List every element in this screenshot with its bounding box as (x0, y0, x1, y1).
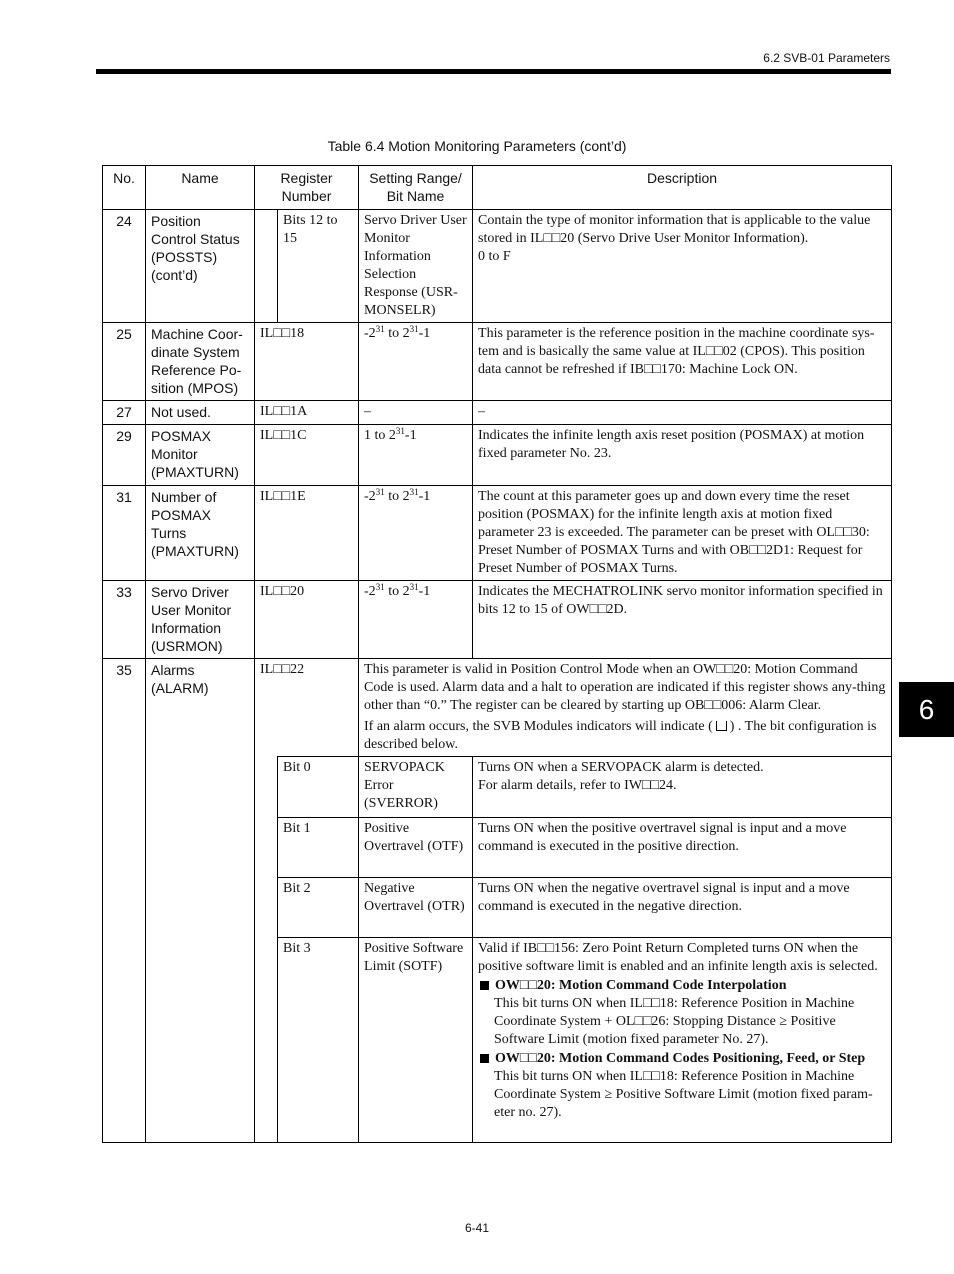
bullet-item: OW□□20: Motion Command Code Interpolation (478, 977, 886, 995)
bit-name: Positive Overtravel (OTF) (359, 818, 473, 878)
bullet-item: OW□□20: Motion Command Codes Positioning, Feed, or Step (478, 1050, 886, 1068)
description-text: 0 to F (478, 249, 511, 264)
row-description (473, 210, 892, 323)
row-range: $-2^{31}$ to $2^{31}-1$ (359, 581, 473, 659)
row-name: Machine Coor-dinate System Reference Po-sition (MPOS) (146, 323, 255, 401)
row-description: Indicates the MECHATROLINK servo monitor information specified in bits 12 to 15 of OW□□2D. (473, 581, 892, 659)
bit-description: Valid if IB□□156: Zero Point Return Completed turns ON when the positive software limit is enabled and an infinite length axis is selected. OW□□20: Motion Command Code Interpolation This bit turns ON when IL□□18: Reference Position in Machine Coordinate System + OL□□26: Stopping Distance ≥ Positive Software Limit (motion fixed parameter No. 27). OW□□20: Motion Command Codes Positioning, Feed, or Step This bit turns ON when IL□□18: Reference Position in Machine Coordinate System ≥ Positive Software Limit (motion fixed param-eter no. 27). (473, 938, 892, 1143)
table-row (103, 581, 892, 659)
description-text: Contain the type of monitor information that is applicable to the value stored in IL□□20 (Servo Drive User Monitor Information). (478, 213, 871, 246)
col-header-range: Setting Range/ Bit Name (359, 166, 473, 210)
row-name: Number of POSMAX Turns (PMAXTURN) (146, 486, 255, 581)
row-range: 1 to $2^{31}-1$ (359, 425, 473, 486)
row-range: – (359, 401, 473, 425)
register-indent-cell (255, 210, 278, 323)
indicator-icon (716, 721, 727, 731)
section-title: 6.2 SVB-01 Parameters (763, 51, 890, 65)
table-row (103, 210, 892, 323)
register-indent-cell (255, 757, 278, 1143)
row-register: IL□□20 (255, 581, 359, 659)
table-row (103, 323, 892, 401)
row-name: Position Control Status (POSSTS) (cont’d) (146, 210, 255, 323)
col-header-no: No. (103, 166, 146, 210)
row-no: 29 (103, 425, 146, 486)
row-description: – (473, 401, 892, 425)
square-bullet-icon (480, 981, 489, 990)
row-range: $-2^{31}$ to $2^{31}-1$ (359, 323, 473, 401)
bit-number: Bit 2 (278, 878, 359, 938)
row-register: IL□□1E (255, 486, 359, 581)
row-bits: Bits 12 to 15 (278, 210, 359, 323)
description-text: This parameter is valid in Position Control Mode when an OW□□20: Motion Command Code is used. Alarm data and a halt to operation are indicated if this register shows any-thing other than “0.” The register can be cleared by starting up OB□□006: Alarm Clear. (364, 662, 886, 713)
row-range: Servo Driver User Monitor Information Selection Response (USR-MONSELR) (359, 210, 473, 323)
row-description: This parameter is the reference position in the machine coordinate sys-tem and is basically the same value at IL□□02 (CPOS). This position data cannot be refreshed if IB□□170: Machine Lock ON. (473, 323, 892, 401)
bit-name: Negative Overtravel (OTR) (359, 878, 473, 938)
chapter-tab: 6 (899, 682, 954, 737)
row-no: 35 (103, 659, 146, 1143)
row-no: 31 (103, 486, 146, 581)
table-caption: Table 6.4 Motion Monitoring Parameters (cont’d) (327, 138, 627, 154)
row-register: IL□□22 (255, 659, 359, 757)
row-name: Servo Driver User Monitor Information (USRMON) (146, 581, 255, 659)
page-number: 6-41 (464, 1221, 490, 1235)
bit-description: Turns ON when a SERVOPACK alarm is detected. For alarm details, refer to IW□□24. (473, 757, 892, 818)
col-header-description: Description (473, 166, 892, 210)
motion-monitoring-table (102, 165, 892, 1143)
row-no: 25 (103, 323, 146, 401)
table-row (103, 401, 892, 425)
row-description: Indicates the infinite length axis reset position (POSMAX) at motion fixed parameter No. 23. (473, 425, 892, 486)
bit-name: Positive Software Limit (SOTF) (359, 938, 473, 1143)
table-header-row (103, 166, 892, 210)
row-range: $-2^{31}$ to $2^{31}-1$ (359, 486, 473, 581)
bit-name: SERVOPACK Error (SVERROR) (359, 757, 473, 818)
bit-number: Bit 1 (278, 818, 359, 878)
row-name: Not used. (146, 401, 255, 425)
header-rule (96, 69, 891, 74)
table-row (103, 425, 892, 486)
row-register: IL□□18 (255, 323, 359, 401)
bit-description: Turns ON when the negative overtravel signal is input and a move command is executed in the negative direction. (473, 878, 892, 938)
col-header-name: Name (146, 166, 255, 210)
row-no: 24 (103, 210, 146, 323)
row-name: Alarms (ALARM) (146, 659, 255, 1143)
row-register: IL□□1A (255, 401, 359, 425)
row-name: POSMAX Monitor (PMAXTURN) (146, 425, 255, 486)
table-row (103, 659, 892, 757)
row-description (359, 659, 892, 757)
row-description: The count at this parameter goes up and down every time the reset position (POSMAX) for the infinite length axis at motion fixed parameter 23 is exceeded. The parameter can be preset with OL□□30: Preset Number of POSMAX Turns and with OB□□2D1: Request for Preset Number of POSMAX Turns. (473, 486, 892, 581)
table-row (103, 486, 892, 581)
row-register: IL□□1C (255, 425, 359, 486)
description-text: If an alarm occurs, the SVB Modules indicators will indicate ( ) . The bit configuration is described below. (364, 719, 877, 752)
bit-number: Bit 3 (278, 938, 359, 1143)
square-bullet-icon (480, 1054, 489, 1063)
row-no: 27 (103, 401, 146, 425)
bit-number: Bit 0 (278, 757, 359, 818)
row-no: 33 (103, 581, 146, 659)
bit-description: Turns ON when the positive overtravel signal is input and a move command is executed in the positive direction. (473, 818, 892, 878)
col-header-register: Register Number (255, 166, 359, 210)
